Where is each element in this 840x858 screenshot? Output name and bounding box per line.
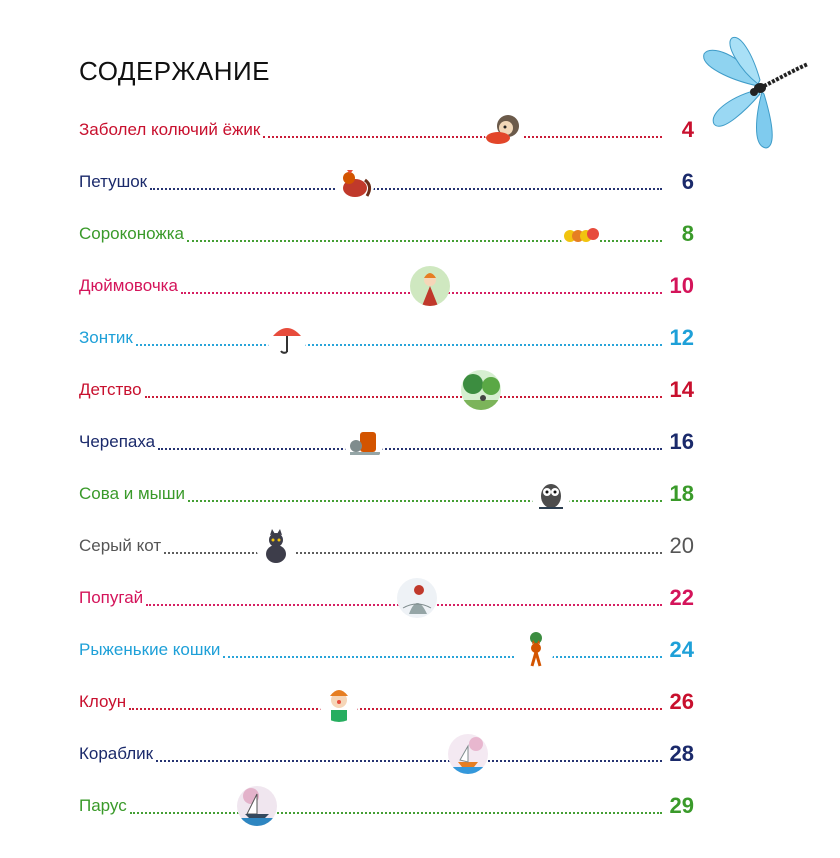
toc-page-number: 22 bbox=[669, 585, 694, 610]
toc-entry-sail[interactable] bbox=[79, 780, 694, 832]
toc-leader-dots bbox=[145, 394, 662, 398]
toc-page-number: 14 bbox=[669, 377, 694, 402]
toc-entry-clown[interactable] bbox=[79, 676, 694, 728]
gray-cat-thumbnail bbox=[256, 526, 296, 566]
toc-page-number: 26 bbox=[669, 689, 694, 714]
centipede-thumbnail bbox=[560, 214, 600, 254]
toc-page-number: 20 bbox=[669, 533, 694, 558]
toc-leader-dots bbox=[263, 134, 662, 138]
page-title: СОДЕРЖАНИЕ bbox=[79, 56, 271, 86]
toc-page-number: 10 bbox=[669, 273, 694, 298]
little-ship-thumbnail bbox=[448, 734, 488, 774]
toc-leader-dots bbox=[188, 498, 662, 502]
dragonfly-icon bbox=[700, 34, 812, 152]
rooster-thumbnail bbox=[335, 162, 375, 202]
turtle-thumbnail bbox=[344, 422, 384, 462]
toc-entry-title: Парус bbox=[79, 796, 127, 815]
toc-leader-dots bbox=[158, 446, 662, 450]
toc-entry-centipede[interactable] bbox=[79, 208, 694, 260]
toc-entry-title: Сороконожка bbox=[79, 224, 185, 243]
umbrella-thumbnail bbox=[267, 318, 307, 358]
childhood-thumbnail bbox=[461, 370, 501, 410]
toc-entry-title: Кораблик bbox=[79, 744, 154, 763]
toc-entry-red-cats[interactable] bbox=[79, 624, 694, 676]
toc-entry-rooster[interactable] bbox=[79, 156, 694, 208]
toc-entry-parrot[interactable] bbox=[79, 572, 694, 624]
toc-page-number: 28 bbox=[669, 741, 694, 766]
toc-entry-title: Петушок bbox=[79, 172, 148, 191]
toc-entry-turtle[interactable] bbox=[79, 416, 694, 468]
toc-page-number: 8 bbox=[681, 221, 694, 246]
toc-entry-title: Заболел колючий ёжик bbox=[79, 120, 261, 139]
parrot-thumbnail bbox=[397, 578, 437, 618]
toc-page-number: 18 bbox=[669, 481, 694, 506]
toc-leader-dots bbox=[136, 342, 662, 346]
toc-entry-owl[interactable] bbox=[79, 468, 694, 520]
clown-thumbnail bbox=[319, 682, 359, 722]
toc-entry-umbrella[interactable] bbox=[79, 312, 694, 364]
toc-page-number: 12 bbox=[669, 325, 694, 350]
toc-page-number: 16 bbox=[669, 429, 694, 454]
toc-entry-title: Дюймовочка bbox=[79, 276, 178, 295]
toc-page-number: 6 bbox=[681, 169, 694, 194]
toc-entry-childhood[interactable] bbox=[79, 364, 694, 416]
toc-entry-title: Клоун bbox=[79, 692, 127, 711]
toc-entry-title: Зонтик bbox=[79, 328, 133, 347]
toc-leader-dots bbox=[130, 810, 662, 814]
toc-entry-title: Рыженькие кошки bbox=[79, 640, 221, 659]
toc-entry-title: Черепаха bbox=[79, 432, 156, 451]
toc-leader-dots bbox=[164, 550, 662, 554]
toc-entry-title: Детство bbox=[79, 380, 142, 399]
toc-entry-title: Попугай bbox=[79, 588, 144, 607]
thumbelina-thumbnail bbox=[410, 266, 450, 306]
sail-thumbnail bbox=[237, 786, 277, 826]
toc-entry-title: Серый кот bbox=[79, 536, 162, 555]
toc-leader-dots bbox=[223, 654, 662, 658]
toc-page-number: 29 bbox=[669, 793, 694, 818]
red-cats-thumbnail bbox=[514, 630, 554, 670]
owl-thumbnail bbox=[531, 474, 571, 514]
toc-leader-dots bbox=[129, 706, 662, 710]
toc-entry-hedgehog[interactable] bbox=[79, 104, 694, 156]
toc-entry-title: Сова и мыши bbox=[79, 484, 186, 503]
toc-entry-gray-cat[interactable] bbox=[79, 520, 694, 572]
toc-leader-dots bbox=[156, 758, 662, 762]
toc-page-number: 24 bbox=[669, 637, 694, 662]
toc-leader-dots bbox=[150, 186, 662, 190]
toc-page-number: 4 bbox=[681, 117, 694, 142]
toc-entry-little-ship[interactable] bbox=[79, 728, 694, 780]
hedgehog-thumbnail bbox=[484, 110, 524, 150]
toc-entry-thumbelina[interactable] bbox=[79, 260, 694, 312]
table-of-contents bbox=[79, 104, 694, 832]
